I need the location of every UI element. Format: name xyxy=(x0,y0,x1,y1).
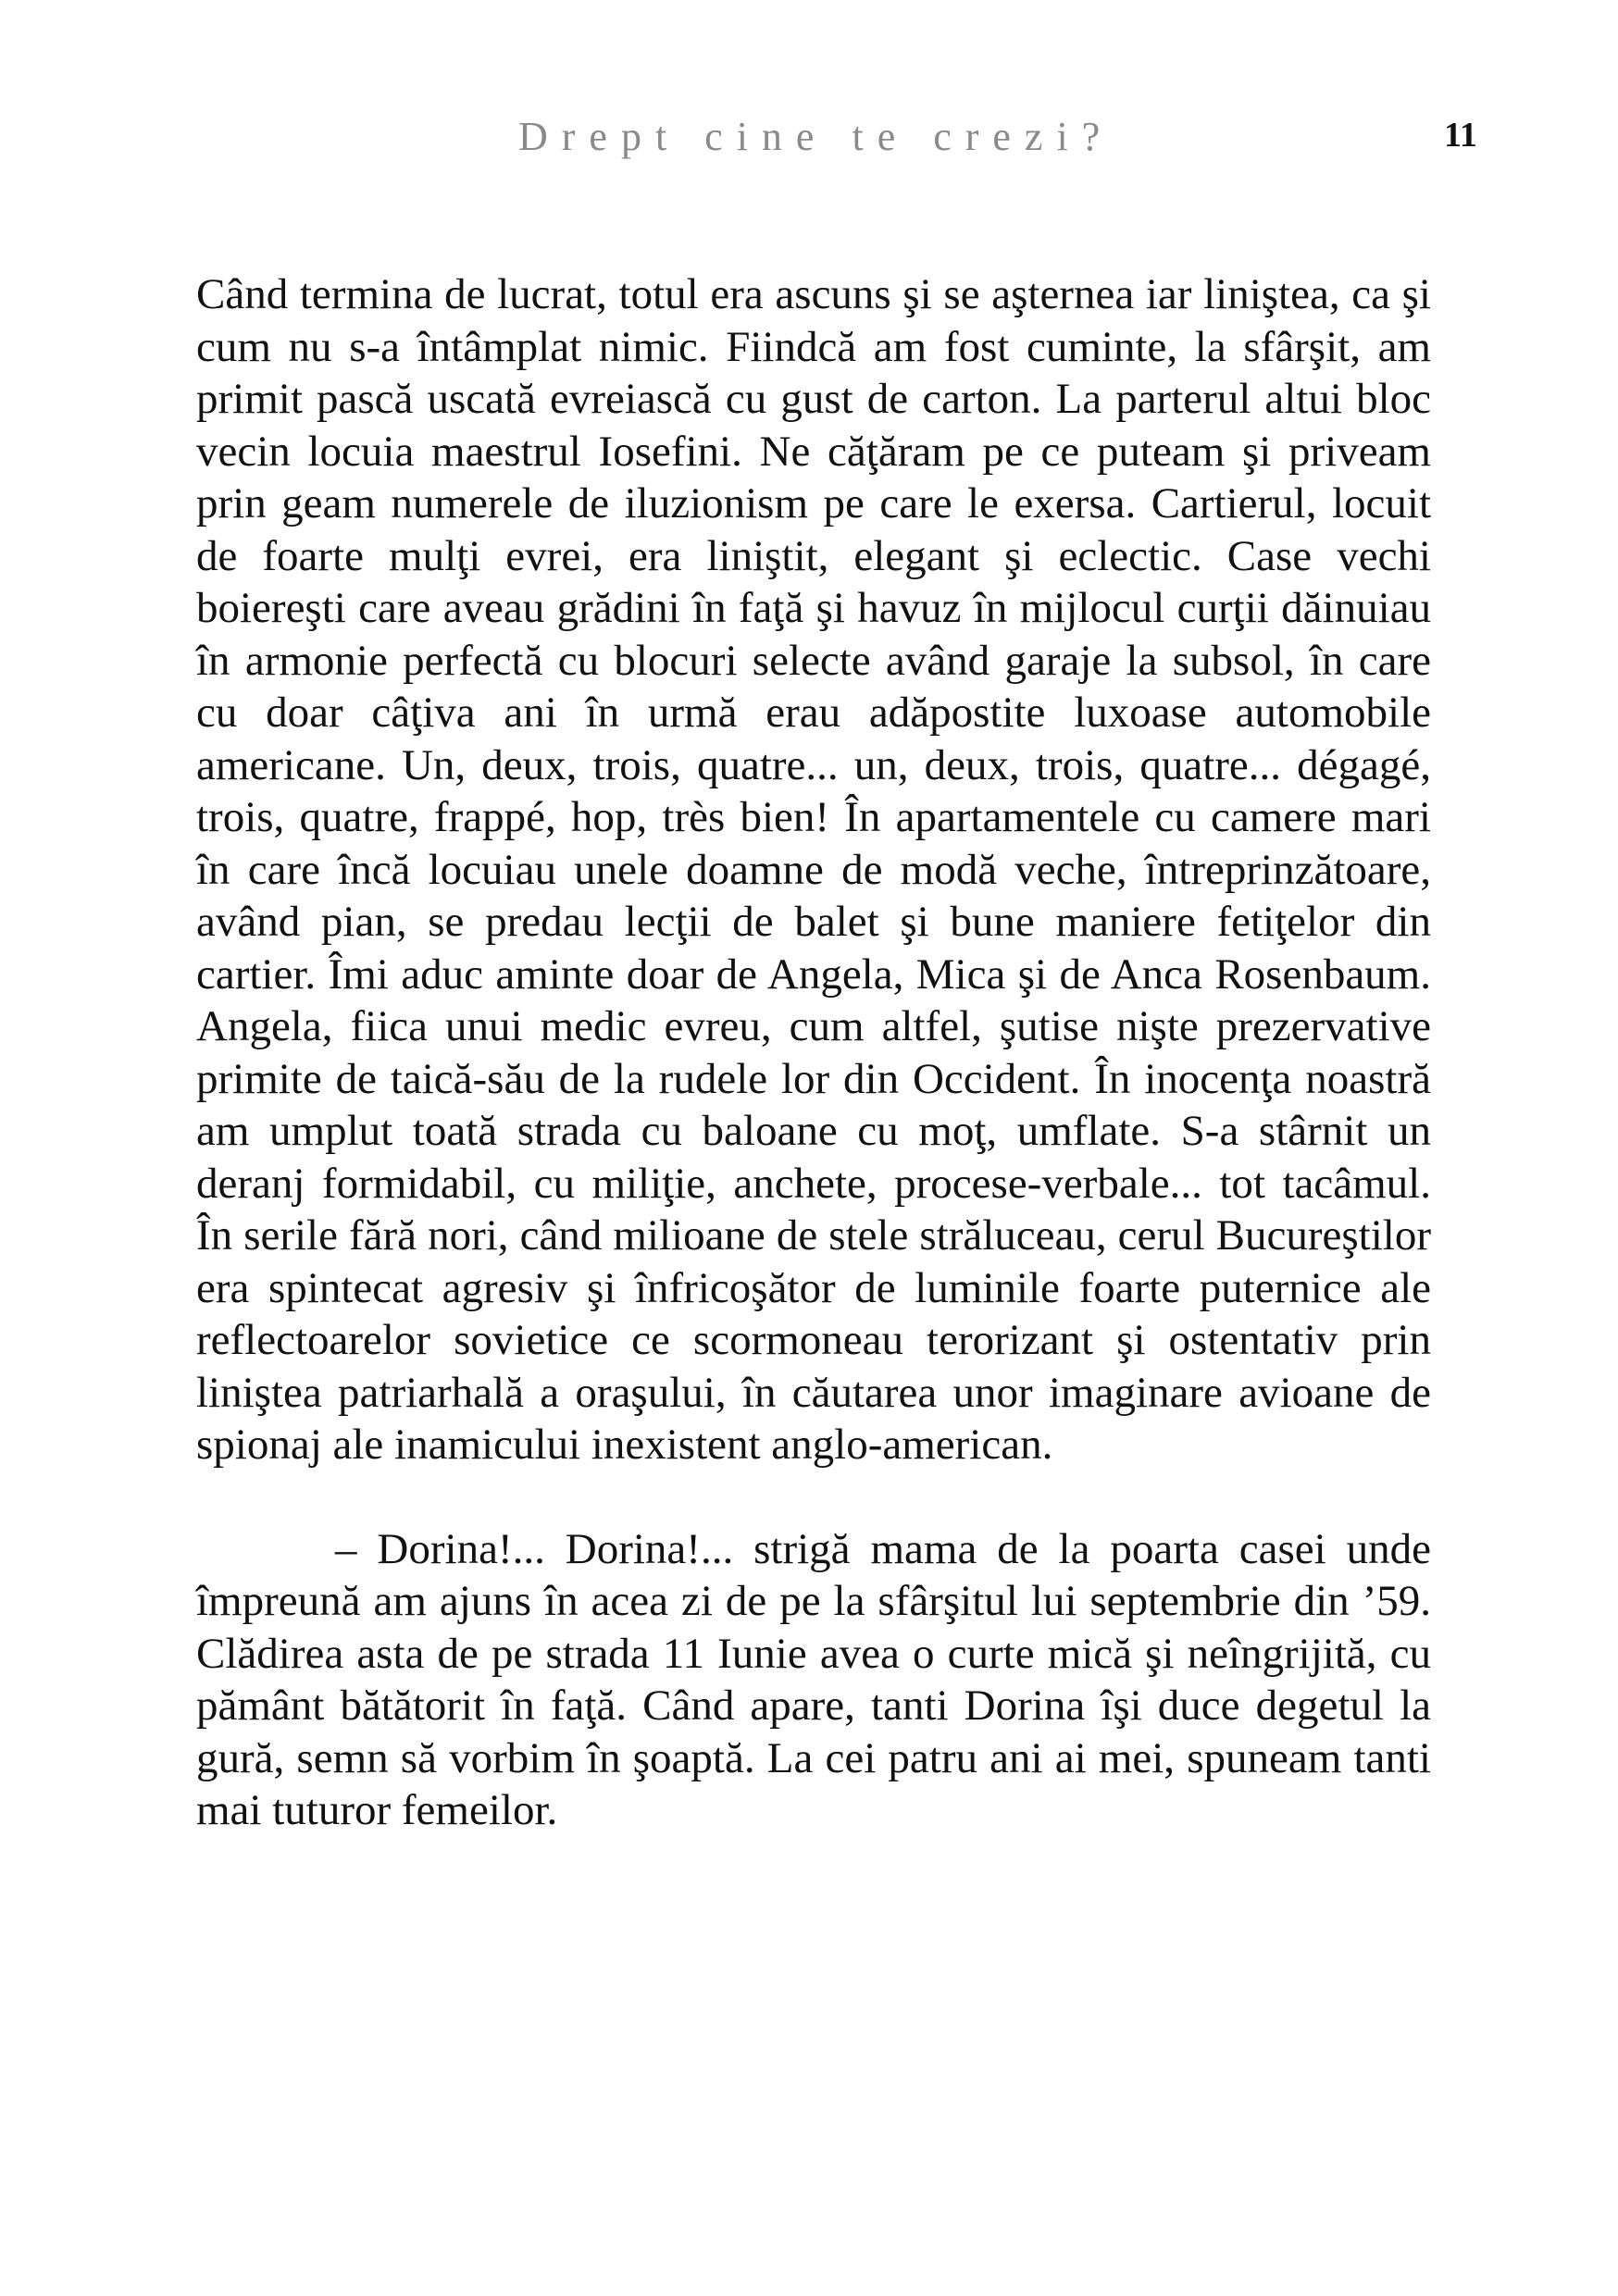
running-title: Drept cine te crezi? xyxy=(518,114,1114,159)
paragraph: – Dorina!... Dorina!... strigă mama de la poarta casei unde împreună am ajuns în acea zi de pe la sfârşitul lui septembrie din ’59. Clădirea asta de pe strada 11 Iunie avea o curte mică şi neîngrijită, cu pământ bătătorit în faţă. Când apare, tanti Dorina îşi duce degetul la gură, semn să vorbim în şoaptă. La cei patru ani ai mei, spuneam tanti mai tuturor femeilor. xyxy=(196,1524,1431,1834)
paragraph: Când termina de lucrat, totul era ascuns şi se aşternea iar liniştea, ca şi cum nu s-a întâmplat nimic. Fiindcă am fost cuminte, la sfârşit, am primit pască uscată evreiască cu gust de carton. La parterul altui bloc vecin locuia maestrul Iosefini. Ne căţăram pe ce puteam şi priveam prin geam numerele de iluzionism pe care le exersa. Cartierul, locuit de foarte mulţi evrei, era liniştit, elegant şi eclectic. Case vechi boiereşti care aveau grădini în faţă şi havuz în mijlocul curţii dăinuiau în armonie perfectă cu blocuri selecte având garaje la subsol, în care cu doar câţiva ani în urmă erau adăpostite luxoase automobile americane. Un, deux, trois, quatre... un, deux, trois, quatre... dégagé, trois, quatre, frappé, hop, très bien! În apartamentele cu camere mari în care încă locuiau unele doamne de modă veche, întreprinzătoare, având pian, se predau lecţii de balet şi bune maniere fetiţelor din cartier. Îmi aduc aminte doar de Angela, Mica şi de Anca Rosenbaum. Angela, fiica unui medic evreu, cum altfel, şutise nişte prezervative primite de taică-său de la rudele lor din Occident. În inocenţa noastră am umplut toată strada cu baloane cu moţ, umflate. S-a stârnit un deranj formidabil, cu miliţie, anchete, procese-verbale... tot tacâmul. În serile fără nori, când milioane de stele străluceau, cerul Bucureştilor era spintecat agresiv şi înfricoşător de luminile foarte puternice ale reflectoarelor sovietice ce scormoneau terorizant şi ostentativ prin liniştea patriarhală a oraşului, în căutarea unor imaginare avioane de spionaj ale inamicului inexistent anglo-american. xyxy=(196,270,1431,1469)
page-number: 11 xyxy=(1444,116,1477,155)
body-text xyxy=(196,268,1431,1837)
